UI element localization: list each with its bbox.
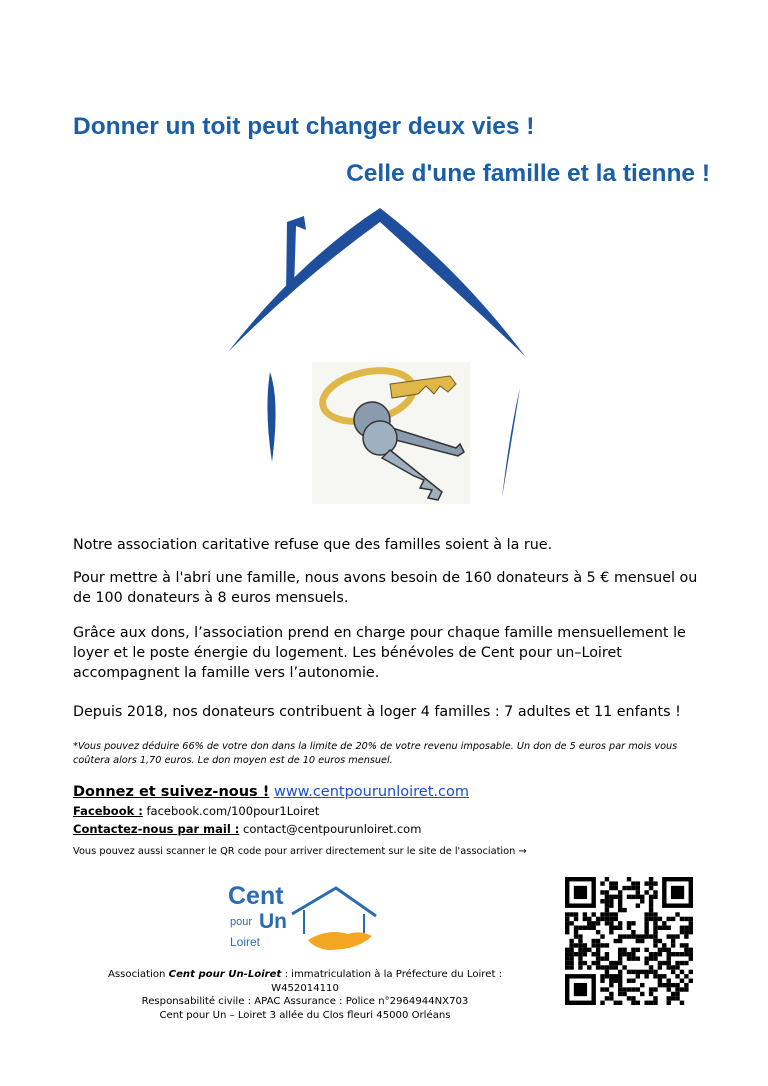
page-title: Donner un toit peut changer deux vies !: [73, 113, 535, 140]
qr-note: Vous pouvez aussi scanner le QR code pour arriver directement sur le site de l'association →: [73, 846, 527, 857]
footer-insurance: Responsabilité civile : APAC Assurance : Police n°2964944NX703: [141, 996, 469, 1008]
roof-shape: [228, 208, 525, 356]
footer-association-name: Cent pour Un-Loiret: [168, 969, 282, 980]
paragraph: Notre association caritative refuse que des familles soient à la rue.: [73, 537, 553, 553]
logo-house-hand-icon: [288, 884, 380, 956]
house-keys-illustration: [220, 200, 550, 510]
logo-text-pour: pour: [230, 916, 253, 928]
left-wall-shape: [267, 372, 275, 462]
paragraph: Depuis 2018, nos donateurs contribuent à loger 4 familles : 7 adultes et 11 enfants !: [73, 704, 681, 720]
facebook-value[interactable]: facebook.com/100pour1Loiret: [146, 804, 320, 818]
paragraph: Pour mettre à l'abri une famille, nous avons besoin de 160 donateurs à 5 € mensuel ou de 100 donateurs à 8 euros mensuels.: [73, 570, 698, 606]
facebook-line: [73, 804, 319, 818]
footer-registration: : immatriculation à la Préfecture du Loiret : W452014110: [271, 969, 503, 994]
logo-text-loiret: Loiret: [230, 935, 261, 949]
footer-prefix: Association: [107, 969, 166, 980]
logo-text-cent: Cent: [228, 882, 284, 910]
paragraph: Grâce aux dons, l’association prend en charge pour chaque famille mensuellement le loyer et le poste énergie du logement. Les bénévoles de Cent pour un–Loiret accompagnent la famille vers l’autonomie.: [73, 625, 686, 681]
mail-line: [73, 822, 421, 836]
mail-value[interactable]: contact@centpourunloiret.com: [243, 822, 422, 836]
mail-label: Contactez-nous par mail :: [73, 822, 240, 836]
follow-line: [73, 784, 469, 800]
follow-label: Donnez et suivez-nous !: [73, 784, 270, 800]
footer-address: Cent pour Un – Loiret 3 allée du Clos fleuri 45000 Orléans: [159, 1009, 451, 1021]
logo: [228, 880, 378, 960]
right-wall-shape: [502, 388, 520, 498]
footer: [80, 968, 530, 1022]
footer-line-1: [80, 968, 530, 995]
tax-note: *Vous pouvez déduire 66% de votre don dans la limite de 20% de votre revenu imposable. Un don de 5 euros par mois vous coûtera alors 1,70 euros. Le don moyen est de 10 euros mensuel.: [73, 741, 678, 766]
page-subtitle: Celle d'une famille et la tienne !: [346, 160, 710, 187]
facebook-label: Facebook :: [73, 804, 143, 818]
website-link[interactable]: www.centpourunloiret.com: [273, 784, 469, 800]
qr-code[interactable]: [565, 877, 693, 1005]
logo-text-un: Un: [259, 910, 287, 933]
